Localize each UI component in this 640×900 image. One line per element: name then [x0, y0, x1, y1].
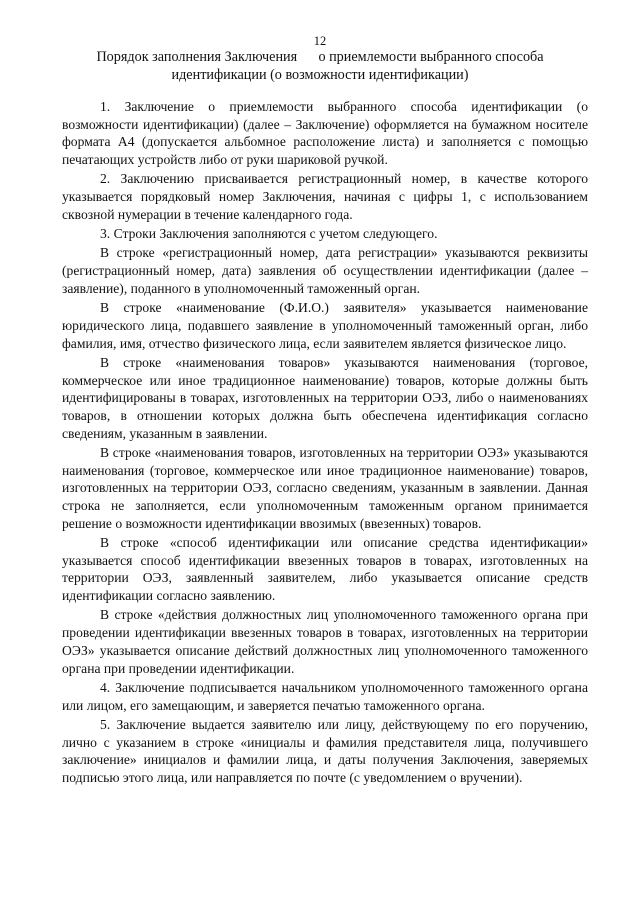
paragraph-applicant-name: В строке «наименование (Ф.И.О.) заявителя» указывается наименование юридического лица, подавшего заявление в уполномоченный таможенный орган, либо фамилия, имя, отчество физического лица, если заявителем является физическое лицо. [62, 300, 588, 351]
page-number: 12 [313, 34, 327, 48]
title-line-1: Порядок заполнения Заключения о приемлемости выбранного способа [96, 49, 544, 65]
paragraph-4: 4. Заключение подписывается начальником уполномоченного таможенного органа или лицом, его замещающим, и заверяется печатью таможенного органа. [62, 679, 588, 713]
paragraph-3: 3. Строки Заключения заполняются с учетом следующего. [100, 226, 438, 242]
paragraph-goods-made-in-sez: В строке «наименования товаров, изготовленных на территории ОЭЗ» указываются наименования (торговое, коммерческое или иное традиционное наименование) товаров, изготовленных на территории ОЭЗ, согласно сведениям, указанным в заявлении. Данная строка не заполняется, если уполномоченным таможенным органом принимается решение о возможности идентификации ввозимых (ввезенных) товаров. [62, 444, 588, 531]
paragraph-officials-actions: В строке «действия должностных лиц уполномоченного таможенного органа при проведении идентификации ввезенных товаров в товарах, изготовленных на территории ОЭЗ» указывается описание действий должностных лиц уполномоченного таможенного органа при проведении идентификации. [62, 607, 588, 676]
title-line-2: идентификации (о возможности идентификации) [171, 67, 469, 83]
document-body [62, 98, 588, 787]
document-title [70, 48, 570, 84]
paragraph-5: 5. Заключение выдается заявителю или лицу, действующему по его поручению, лично с указанием в строке «инициалы и фамилия представителя лица, получившего заключение» инициалов и фамилии лица, и даты получения Заключения, заверяемых подписью этого лица, или направляется по почте (с уведомлением о вручении). [62, 716, 588, 785]
paragraph-identification-method: В строке «способ идентификации или описание средства идентификации» указывается способ идентификации ввезенных товаров в товарах, изготовленных на территории ОЭЗ, заявленный заявителем, либо указывается описание средств идентификации согласно заявлению. [62, 535, 588, 604]
paragraph-2: 2. Заключению присваивается регистрационный номер, в качестве которого указывается порядковый номер Заключения, начиная с цифры 1, с использованием сквозной нумерации в течение календарного года. [62, 171, 588, 222]
paragraph-registration-number: В строке «регистрационный номер, дата регистрации» указываются реквизиты (регистрационный номер, дата) заявления об осуществлении идентификации (далее – заявление), поданного в уполномоченный таможенный орган. [62, 245, 588, 296]
paragraph-goods-names: В строке «наименования товаров» указываются наименования (торговое, коммерческое или иное традиционное наименование) товаров, которые должны быть идентифицированы в товарах, изготовленных на территории ОЭЗ, либо о наименованиях товаров, в отношении которых должна быть обеспечена идентификация согласно сведениям, указанным в заявлении. [62, 354, 588, 441]
paragraph-1: 1. Заключение о приемлемости выбранного способа идентификации (о возможности идентификации) (далее – Заключение) оформляется на бумажном носителе формата А4 (допускается альбомное расположение листа) и заполняется с помощью печатающих устройств либо от руки шариковой ручкой. [62, 99, 588, 168]
